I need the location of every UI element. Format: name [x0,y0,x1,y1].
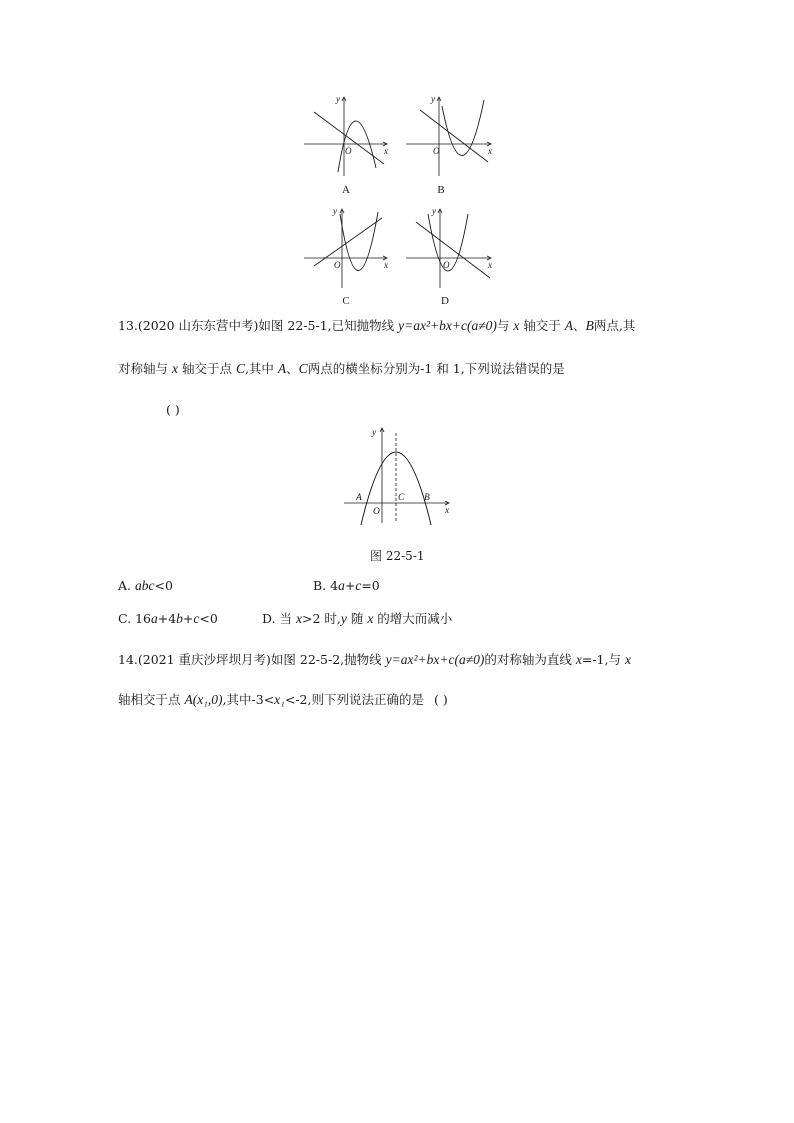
graph-b-line [420,110,488,162]
graph-d-origin: O [443,260,450,270]
graph-b-origin: O [433,146,440,156]
q14-point: A(x₁,0) [184,692,223,707]
q14-stem-line2: 轴相交于点 A(x₁,0),其中-3<x₁<-2,则下列说法正确的是 ( ) [118,692,448,707]
q12-figure-grid [300,92,500,312]
q13-option-c[interactable]: C. 16a+4b+c<0 [118,611,218,626]
graph-a-y-label: y [336,94,340,104]
graph-b-y-label: y [431,94,435,104]
graph-a [300,92,392,178]
q13-label-a: A [356,493,362,503]
graph-d-y-label: y [432,206,436,216]
q14-stem-line1: 14.(2021 重庆沙坪坝月考)如图 22-5-2,抛物线 y=ax²+bx+c(a≠0)的对称轴为直线 x=-1,与 x [118,652,631,667]
q13-option-b[interactable]: B. 4a+c=0 [313,578,380,593]
graph-d-line [416,222,490,278]
graph-c [300,204,392,290]
graph-c-y-label: y [333,206,337,216]
graph-d-caption: D [441,295,449,307]
graph-c-caption: C [342,295,350,307]
q13-figure [344,425,456,525]
graph-b-parabola [442,100,484,156]
graph-a-x-label: x [384,146,388,156]
graph-c-x-label: x [384,260,388,270]
graph-b-caption: B [437,184,445,196]
q13-formula: y=ax²+bx+c(a≠0) [398,318,497,333]
q14-formula: y=ax²+bx+c(a≠0) [385,652,485,667]
q13-stem-line1: 13.(2020 山东东营中考)如图 22-5-1,已知抛物线 y=ax²+bx+c(a≠0)与 x 轴交于 A、B两点,其 [118,318,636,333]
q13-option-d[interactable]: D. 当 x>2 时,y 随 x 的增大而减小 [262,611,453,626]
q14-answer-bracket[interactable]: ( ) [433,692,448,707]
q13-figure-caption: 图 22-5-1 [370,549,425,563]
q13-label-b: B [424,493,430,503]
q13-option-a[interactable]: A. abc<0 [118,578,173,593]
q13-label-x: x [445,506,450,516]
graph-d-x-label: x [488,260,492,270]
q13-answer-bracket[interactable]: ( ) [166,402,180,417]
graph-a-origin: O [345,146,352,156]
graph-c-origin: O [334,260,341,270]
graph-b-x-label: x [488,146,492,156]
graph-c-parabola [340,212,378,271]
q13-stem-line2: 对称轴与 x 轴交于点 C,其中 A、C两点的横坐标分别为-1 和 1,下列说法错误的是 [118,361,565,376]
graph-a-line [314,112,384,164]
q13-label-o: O [373,507,380,517]
graph-b [404,92,496,178]
graph-d [404,204,496,290]
graph-a-caption: A [342,184,350,196]
q13-label-y: y [372,428,377,438]
q13-label-c: C [398,493,405,503]
